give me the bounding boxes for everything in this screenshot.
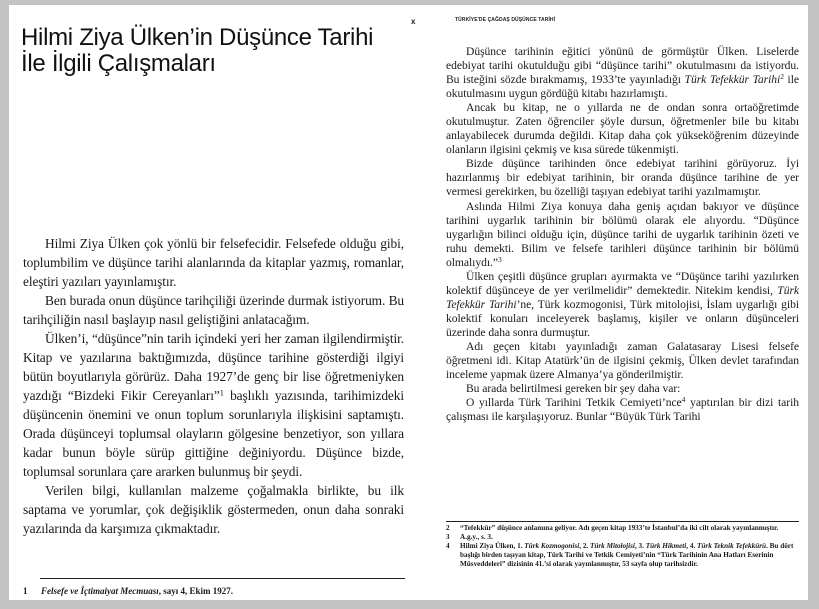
footnote-ref: 1 [219, 387, 224, 398]
paragraph: Hilmi Ziya Ülken çok yönlü bir felsefecidir. Felsefede olduğu gibi, toplumbilim ve düşünce tarihi alanlarında da kitaplar yazmış, romanlar, eleştiri yazıları yayınlamıştır. [23, 236, 404, 289]
paragraph [446, 270, 799, 340]
page-number: x [411, 17, 416, 26]
footnote [446, 524, 799, 533]
left-footnotes [23, 586, 404, 597]
right-footnotes [446, 524, 799, 569]
chapter-title [21, 25, 401, 77]
paragraph-text: O yıllarda Türk Tarihini Tetkik Cemiyeti’nce [466, 396, 682, 410]
right-page [419, 5, 808, 600]
book-title: Türk Tefekkür Tarihi [446, 283, 799, 311]
paragraph-text: Ülken’i, “düşünce”nin tarih içindeki yeri her zaman ilgilendirmiştir. Kitap ve yazılarına baktığımızda, düşünce tarihine gösterdiği ilgiyi bütün boyutlarıyla görürüz. Daha 1927’de genç bir lise öğretmeniyken yazdığı “Bizdeki Fikir Cereyanları” [23, 331, 404, 403]
footnote-divider [446, 521, 799, 522]
footnote [446, 542, 799, 569]
left-body-text [23, 234, 404, 538]
footnote-text: “Tefekkür” düşünce anlamına geliyor. Adı geçen kitap 1933’te İstanbul’da iki cilt olarak yayınlanmıştır. [460, 524, 779, 532]
left-page [9, 5, 419, 600]
paragraph-text: yaptırılan bir dizi tarih çalışması ile karşılaşıyoruz. Bunlar “Büyük Türk Tarihi [446, 396, 799, 424]
paragraph-text: başlıklı yazısında, tarihimizdeki düşüncenin önemini ve onun toplum sorunlarıyla ilişkisini saptamıştı. Orada düşünceyi toplumsal olayların gölgesine benzetiyor, son yıllara kadar bunun böyle sürüp gittiğine değiniyordu. Düşünce bizde, toplumsal sorunlara çare ararken bulunmuş bir şeydi. [23, 388, 404, 479]
paragraph-text: ’ne, Türk kozmogonisi, Türk mitolojisi, İslam uygarlığı gibi kolektif konuları inceleyerek başlamış, kişiler ve onların düşünceleri üzerinde daha sonra durmuştur. [446, 297, 799, 339]
paragraph-text: Ülken çeşitli düşünce grupları ayırmakta ve “Düşünce tarihi yazılırken kolektif düşünceye de yer verilmelidir” demektedir. Nitekim kendisi, [446, 269, 799, 297]
footnote-ref: 2 [780, 72, 784, 82]
paragraph-text: Düşünce tarihinin eğitici yönünü de görmüştür Ülken. Liselerde edebiyat tarihi okutulduğu gibi “düşünce tarihi” okutulmasını da istiyordu. Bu isteğini sözde bırakmamış, 1933’te yayınladığı [446, 45, 799, 87]
chapter-title-line-2: İle İlgili Çalışmaları [21, 50, 216, 77]
book-spread [9, 5, 808, 600]
book-title: Türk Hikmeti [645, 542, 687, 551]
footnote-part: , 4. [686, 542, 698, 551]
paragraph: Ancak bu kitap, ne o yıllarda ne de ondan sonra ortaöğretimde okutulmuştur. Zaten öğrenciler şöyle dursun, öğretmenler bile bu kitabı anlayabilecek durumda değildi. Kitap daha çok yükseköğrenim düzeyinde olanların ilgisini çekmiş ve kısa sürede tükenmişti. [446, 101, 799, 157]
footnote-rest: , sayı 4, Ekim 1927. [158, 586, 233, 596]
footnote-text [460, 542, 799, 569]
book-title: Türk Kozmogonisi [524, 542, 580, 551]
footnote-text: A.g.y., s. 3. [460, 533, 493, 542]
footnote-number: 2 [446, 524, 450, 532]
chapter-title-line-1: Hilmi Ziya Ülken’in Düşünce Tarihi [21, 24, 374, 51]
footnote-part: . Bu dört başlığı birden taşıyan kitap, Türk Tarihi ve Tetkik Cemiyeti’nin “Türk Tarihinin Ana Hatları Eserinin Müsveddeleri” dizisinin 41.’si olarak yayınlanmıştır, 53 sayfa olup tarihsizdir. [460, 542, 794, 569]
footnote-number: 4 [446, 542, 450, 551]
paragraph [446, 200, 799, 270]
footnote-ref: 3 [497, 254, 502, 264]
book-title: Türk Mitolojisi [590, 542, 635, 551]
paragraph: Bizde düşünce tarihinden önce edebiyat tarihini görüyoruz. İyi hazırlanmış bir edebiyat tarihinin, bir oranda düşünce tarihine de yer vermesi gerekirken, bu özelliği taşıyan edebiyat tarihi yazılmamıştır. [446, 157, 799, 199]
paragraph: Adı geçen kitabı yayınladığı zaman Galatasaray Lisesi felsefe öğretmeni idi. Kitap Atatürk’ün de ilgisini çekmiş, Ülken devlet tarafından inceleme yapmak üzere Almanya’ya gönderilmiştir. [446, 339, 799, 382]
footnote-part: Hilmi Ziya Ülken, 1. [460, 542, 525, 551]
paragraph: Bu arada belirtilmesi gereken bir şey daha var: [466, 382, 681, 396]
paragraph-text: ile okutulmasını uygun gördüğü kitabı hazırlamıştı. [446, 73, 799, 101]
paragraph: Verilen bilgi, kullanılan malzeme çoğalmakla birlikte, bu ilk saptama ve yorumlar, çok değişiklik göstermeden, onun daha sonraki yazılarında da karşımıza çıkmaktadır. [23, 483, 404, 536]
book-title: Türk Tefekkür Tarihi [684, 73, 781, 87]
paragraph [446, 396, 799, 424]
footnote-part: , 2. [579, 542, 590, 551]
footnote-number: 1 [23, 586, 28, 596]
footnote [446, 533, 799, 542]
footnote-ref: 4 [681, 395, 686, 405]
footnote [23, 586, 404, 597]
book-title: Türk Teknik Tefekkürü [697, 542, 767, 551]
paragraph: Ben burada onun düşünce tarihçiliği üzerinde durmak istiyorum. Bu tarihçiliğin nasıl başlayıp nasıl geliştiğini anlatacağım. [23, 293, 404, 327]
footnote-divider [40, 578, 405, 579]
footnote-part: , 3. [634, 542, 646, 551]
paragraph [23, 329, 404, 481]
running-head: TÜRKİYE'DE ÇAĞDAŞ DÜŞÜNCE TARİHİ [455, 17, 556, 23]
footnote-text [41, 586, 404, 597]
footnote-number: 3 [446, 533, 450, 542]
right-body-text [446, 45, 799, 424]
paragraph [446, 45, 799, 101]
paragraph-text: Aslında Hilmi Ziya konuya daha geniş açıdan bakıyor ve düşünce tarihini uygarlık tarihinin bir bölümü olarak ele alıyordu. “Düşünce uygarlığın bilinci olduğu için, düşünce tarihi de uygarlık tarihinin özeti ve ruhu demekti. Bilim ve felsefe tarihleri düşünce tarihinin bir bölümü olmalıydı.” [446, 199, 799, 269]
footnote-italic: Felsefe ve İçtimaiyat Mecmuası [41, 586, 159, 596]
